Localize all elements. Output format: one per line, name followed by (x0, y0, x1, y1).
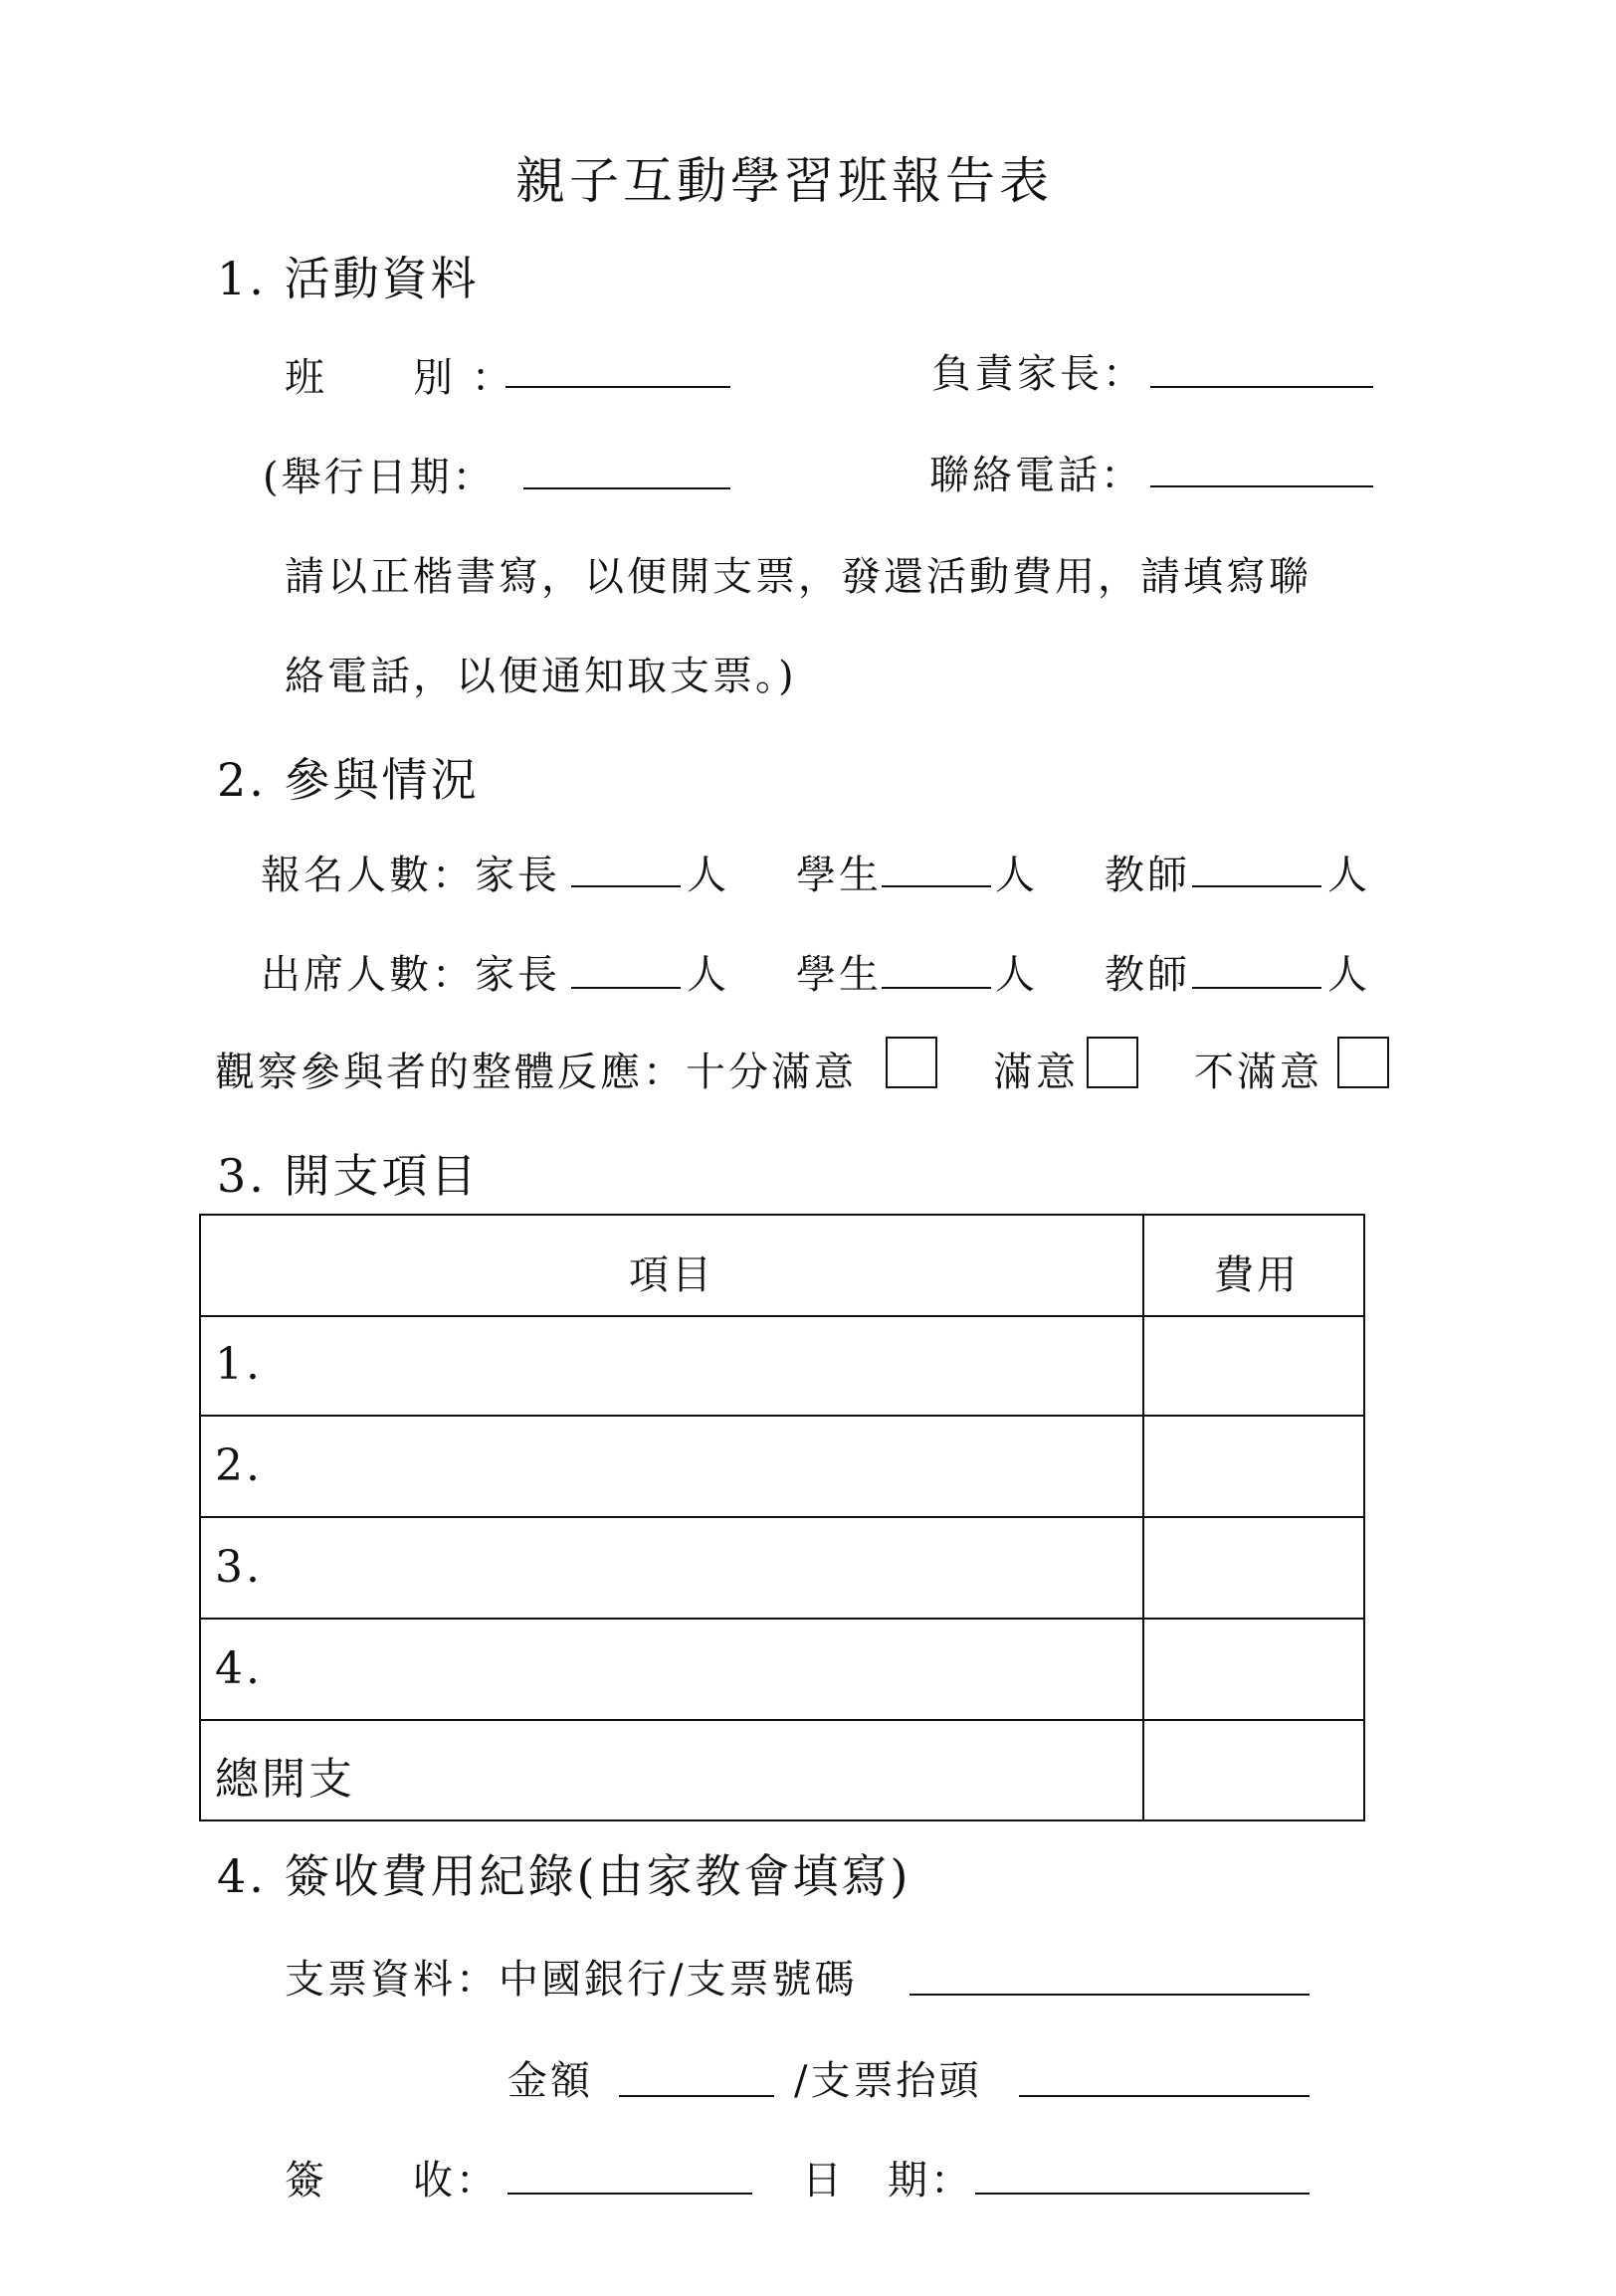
attend-teacher-label: 教師 (1105, 952, 1190, 998)
class-label: 班 別 ： (285, 355, 514, 401)
parent-label: 負責家長： (931, 351, 1145, 397)
signup-student-label: 學生 (796, 853, 882, 898)
attend-teachers-field[interactable] (1192, 987, 1321, 989)
total-row-label: 總開支 (215, 1754, 355, 1805)
unsatisfied-label: 不滿意 (1194, 1050, 1322, 1095)
table-row-label: 3. (215, 1542, 263, 1593)
signup-parents-field[interactable] (571, 885, 681, 887)
note-line-2: 絡電話，以便通知取支票。) (285, 654, 797, 699)
table-row-divider (201, 1618, 1363, 1620)
cheque-label: 支票資料：中國銀行/支票號碼 (285, 1957, 858, 2003)
sign-field[interactable] (507, 2193, 752, 2195)
sign-date-label: 日 期： (802, 2158, 973, 2203)
phone-label: 聯絡電話： (929, 453, 1143, 498)
sign-label: 簽 收： (285, 2158, 499, 2203)
date-label: (舉行日期： (263, 455, 496, 500)
cheque-number-field[interactable] (909, 1994, 1310, 1996)
phone-field[interactable] (1150, 485, 1373, 487)
section4-heading: 4. 簽收費用紀錄(由家教會填寫) (217, 1849, 911, 1903)
section3-heading: 3. 開支項目 (217, 1149, 480, 1203)
table-row-label: 2. (215, 1440, 263, 1491)
header-cost: 費用 (1214, 1252, 1300, 1298)
parent-field[interactable] (1150, 386, 1373, 388)
signup-teachers-unit: 人 (1327, 853, 1370, 898)
table-row-label: 4. (215, 1643, 263, 1694)
signup-students-field[interactable] (882, 885, 991, 887)
signup-students-unit: 人 (995, 853, 1038, 898)
note-line-1: 請以正楷書寫，以便開支票，發還活動費用，請填寫聯 (285, 554, 1312, 600)
attend-parents-unit: 人 (687, 952, 729, 998)
page-title: 親子互動學習班報告表 (515, 152, 1053, 210)
header-item: 項目 (629, 1252, 714, 1298)
satisfied-label: 滿意 (993, 1050, 1079, 1095)
attend-students-field[interactable] (882, 987, 991, 989)
class-field[interactable] (505, 386, 730, 388)
payee-field[interactable] (1019, 2095, 1310, 2097)
attend-student-label: 學生 (796, 952, 882, 998)
sign-date-field[interactable] (975, 2193, 1310, 2195)
date-field[interactable] (523, 487, 730, 489)
amount-field[interactable] (619, 2095, 774, 2097)
table-row-divider (201, 1719, 1363, 1721)
table-row-divider (201, 1415, 1363, 1417)
satisfied-checkbox[interactable] (1087, 1037, 1138, 1088)
table-row-divider (201, 1516, 1363, 1518)
section2-heading: 2. 參與情況 (217, 753, 480, 807)
attend-parents-field[interactable] (571, 987, 681, 989)
reaction-label: 觀察參與者的整體反應：十分滿意 (215, 1050, 857, 1095)
amount-label: 金額 (507, 2058, 593, 2104)
table-row-divider (201, 1315, 1363, 1317)
attend-students-unit: 人 (995, 952, 1038, 998)
expense-table (199, 1214, 1365, 1821)
table-row-label: 1. (215, 1339, 263, 1390)
signup-teacher-label: 教師 (1105, 853, 1190, 898)
very-satisfied-checkbox[interactable] (886, 1037, 937, 1088)
signup-teachers-field[interactable] (1192, 885, 1321, 887)
attend-teachers-unit: 人 (1327, 952, 1370, 998)
payee-label: /支票抬頭 (794, 2058, 982, 2104)
signup-parents-unit: 人 (687, 853, 729, 898)
unsatisfied-checkbox[interactable] (1337, 1037, 1389, 1088)
attend-label: 出席人數：家長 (261, 952, 560, 998)
signup-label: 報名人數：家長 (261, 853, 560, 898)
section1-heading: 1. 活動資料 (217, 252, 480, 305)
